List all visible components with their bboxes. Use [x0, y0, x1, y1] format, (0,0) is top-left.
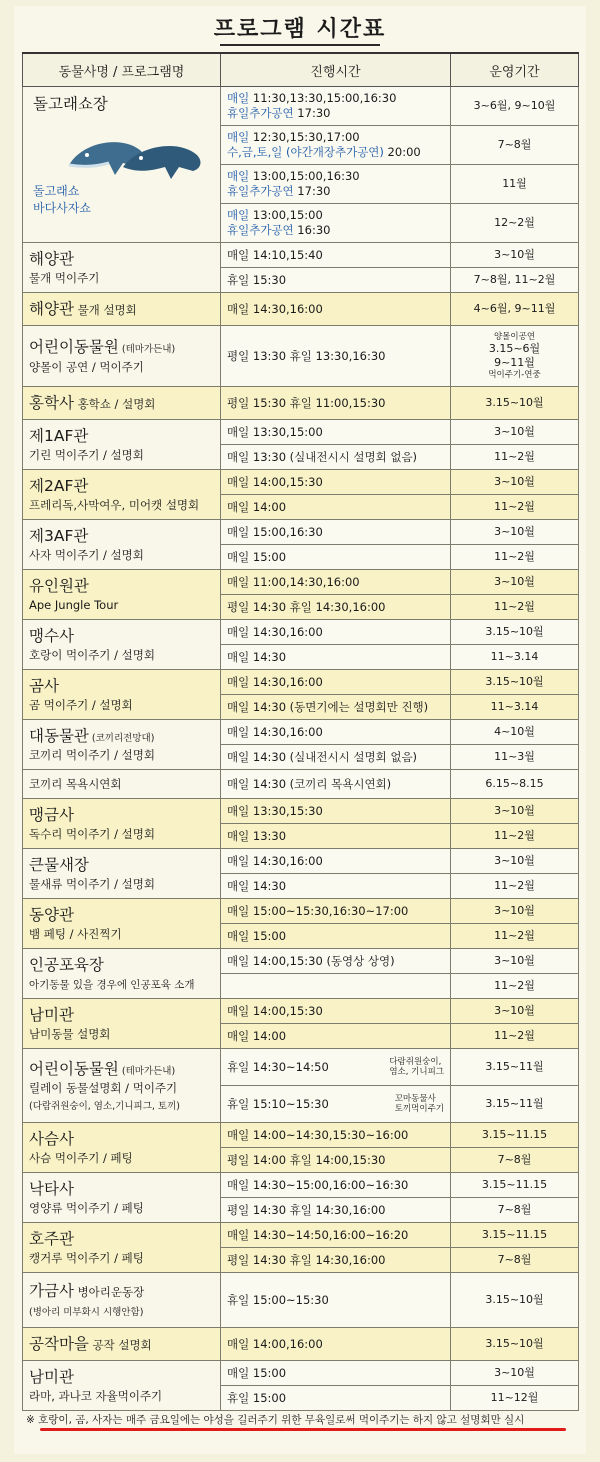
period-cell: 3.15~10월	[451, 670, 579, 695]
table-row	[23, 1328, 579, 1361]
facility-name: 제1AF관	[29, 426, 89, 445]
program-cell	[23, 570, 221, 620]
footnote: ※ 호랑이, 곰, 사자는 매주 금요일에는 야성을 길러주기 위한 무육일로써 먹이주기는 하지 않고 설명회만 실시	[26, 1414, 525, 1426]
header-period: 운영기간	[451, 53, 579, 87]
period-cell: 11~2월	[451, 924, 579, 949]
time-cell: 매일 15:00,16:30	[221, 520, 451, 545]
time-cell: 매일 13:30,15:00	[221, 420, 451, 445]
time-cell	[221, 974, 451, 999]
facility-note: (코끼리전망대)	[88, 732, 155, 744]
program-name: 곰 먹이주기 / 설명회	[29, 698, 133, 713]
time-cell	[221, 1049, 451, 1086]
period-note: 먹이주기-연중	[488, 370, 541, 381]
time-note	[395, 1094, 444, 1114]
time-note-line: 꼬마동물사	[394, 1093, 436, 1104]
table-row	[23, 387, 579, 420]
facility-name: 사슴사	[29, 1129, 74, 1148]
time-label: 휴일추가공연	[227, 106, 294, 120]
program-cell	[23, 620, 221, 670]
table-row	[23, 1273, 579, 1328]
time-note	[389, 1057, 444, 1077]
caption-dolphin-show: 돌고래쇼	[33, 184, 80, 198]
time-label: 매일	[227, 91, 250, 106]
time-value: 13:00,15:00	[249, 208, 323, 223]
period-cell: 11~2월	[451, 1024, 579, 1049]
time-cell: 매일 14:30 (동면기에는 설명회만 진행)	[221, 695, 451, 720]
period-value: 9~11월	[494, 356, 535, 369]
time-value: 16:30	[293, 223, 331, 237]
time-cell: 매일 14:10,15:40	[221, 243, 451, 268]
program-cell	[23, 1049, 221, 1123]
header-time: 진행시간	[221, 53, 451, 87]
period-cell: 3~10월	[451, 849, 579, 874]
program-cell	[23, 520, 221, 570]
table-row	[23, 720, 579, 745]
facility-name: 동양관	[29, 905, 74, 924]
time-cell: 매일 14:30,16:00	[221, 670, 451, 695]
period-cell: 3.15~11.15	[451, 1173, 579, 1198]
facility-name: 낙타사	[29, 1179, 74, 1198]
program-cell	[23, 326, 221, 387]
program-cell	[23, 799, 221, 849]
time-cell: 매일 13:30 (실내전시시 설명회 없음)	[221, 445, 451, 470]
program-name: 코끼리 먹이주기 / 설명회	[29, 748, 155, 763]
time-label: 휴일추가공연	[227, 223, 294, 237]
program-name: 호랑이 먹이주기 / 설명회	[29, 648, 155, 663]
table-row	[23, 326, 579, 387]
program-cell	[23, 1273, 221, 1328]
time-cell: 휴일 15:00~15:30	[221, 1273, 451, 1328]
time-cell: 매일 14:30	[221, 645, 451, 670]
period-cell: 7~8월	[451, 1248, 579, 1273]
facility-name: 제3AF관	[29, 526, 89, 545]
program-name: 사자 먹이주기 / 설명회	[29, 548, 144, 563]
time-cell: 평일 15:30 휴일 11:00,15:30	[221, 387, 451, 420]
period-cell: 11~3.14	[451, 645, 579, 670]
time-value: 13:00,15:00,16:30	[249, 169, 360, 184]
facility-name: 어린이동물원	[29, 1059, 119, 1078]
time-cell: 매일 13:30	[221, 824, 451, 849]
time-cell: 매일 14:00,15:30 (동영상 상영)	[221, 949, 451, 974]
title-underline	[220, 44, 380, 46]
time-label: 매일	[227, 208, 250, 223]
program-cell	[23, 387, 221, 420]
time-label: 수,금,토,일 (야간개장추가공연)	[227, 145, 384, 159]
time-cell	[221, 87, 451, 126]
period-cell: 11~3.14	[451, 695, 579, 720]
program-name: 물새류 먹이주기 / 설명회	[29, 877, 155, 892]
time-value: 20:00	[383, 145, 421, 159]
table-row	[23, 770, 579, 799]
time-label: 매일	[227, 169, 250, 184]
period-cell: 3.15~11월	[451, 1086, 579, 1123]
time-cell: 매일 14:30,16:00	[221, 849, 451, 874]
period-cell: 3.15~10월	[451, 387, 579, 420]
time-value: 12:30,15:30,17:00	[249, 130, 360, 145]
table-row	[23, 849, 579, 874]
period-cell: 3~10월	[451, 420, 579, 445]
time-cell: 매일 14:30,16:00	[221, 720, 451, 745]
program-cell-dolphin	[23, 87, 221, 243]
table-row	[23, 1223, 579, 1248]
facility-name: 남미관	[29, 1005, 74, 1024]
time-cell: 매일 14:00~14:30,15:30~16:00	[221, 1123, 451, 1148]
period-cell: 11~2월	[451, 495, 579, 520]
program-cell	[23, 293, 221, 326]
facility-name: 해양관	[29, 249, 74, 268]
dolphin-caption	[33, 183, 91, 217]
period-cell: 4~6월, 9~11월	[451, 293, 579, 326]
program-cell: 코끼리 목욕시연회	[23, 770, 221, 799]
time-cell: 매일 14:30 (실내전시시 설명회 없음)	[221, 745, 451, 770]
time-cell: 매일 14:00,16:00	[221, 1328, 451, 1361]
period-cell: 3.15~10월	[451, 620, 579, 645]
program-name: 독수리 먹이주기 / 설명회	[29, 827, 155, 842]
period-cell: 7~8월	[451, 1148, 579, 1173]
program-cell	[23, 1123, 221, 1173]
period-cell: 3~10월	[451, 243, 579, 268]
facility-name: 큰물새장	[29, 855, 89, 874]
time-value: 11:30,13:30,15:00,16:30	[249, 91, 397, 106]
program-schedule-table	[22, 52, 579, 1411]
time-value: 17:30	[293, 184, 331, 198]
facility-note: (테마가든내)	[118, 344, 176, 356]
facility-name: 유인원관	[29, 576, 89, 595]
table-row	[23, 670, 579, 695]
period-cell: 11~2월	[451, 445, 579, 470]
facility-name: 남미관	[29, 1367, 74, 1386]
period-cell: 3~10월	[451, 570, 579, 595]
period-cell: 6.15~8.15	[451, 770, 579, 799]
table-row	[23, 999, 579, 1024]
time-cell: 매일 14:30,16:00	[221, 620, 451, 645]
time-cell: 휴일 15:00	[221, 1386, 451, 1411]
period-cell: 3.15~10월	[451, 1273, 579, 1328]
time-value: 17:30	[293, 106, 331, 120]
period-cell: 3.15~11월	[451, 1049, 579, 1086]
table-row	[23, 899, 579, 924]
facility-name: 가금사	[29, 1282, 74, 1301]
time-cell: 휴일 15:30	[221, 268, 451, 293]
period-value: 3.15~6월	[488, 341, 541, 355]
time-cell: 매일 11:00,14:30,16:00	[221, 570, 451, 595]
program-cell	[23, 420, 221, 470]
time-cell: 평일 14:30 휴일 14:30,16:00	[221, 1198, 451, 1223]
time-value: 휴일 14:30~14:50	[227, 1059, 329, 1074]
time-note-line: 다람쥐원숭이,	[389, 1056, 442, 1067]
time-cell: 매일 14:30~14:50,16:00~16:20	[221, 1223, 451, 1248]
time-cell: 평일 13:30 휴일 13:30,16:30	[221, 326, 451, 387]
program-name: 공작 설명회	[88, 1337, 152, 1352]
period-cell: 3~10월	[451, 999, 579, 1024]
caption-sealion-show: 바다사자쇼	[33, 200, 91, 215]
program-name: 릴레이 동물설명회 / 먹이주기	[29, 1081, 178, 1096]
program-name: 병아리운동장	[73, 1285, 145, 1300]
red-underline	[40, 1428, 566, 1431]
period-cell: 11~2월	[451, 874, 579, 899]
program-name: Ape Jungle Tour	[29, 598, 119, 613]
program-name: 사슴 먹이주기 / 페팅	[29, 1151, 133, 1166]
program-name: 아기동물 있을 경우에 인공포육 소개	[29, 979, 195, 992]
table-row	[23, 949, 579, 974]
period-cell: 3.15~11.15	[451, 1223, 579, 1248]
facility-name: 공작마을	[29, 1334, 89, 1353]
period-cell: 7~8월	[451, 1198, 579, 1223]
period-cell	[451, 326, 579, 387]
table-row	[23, 1361, 579, 1386]
header-program: 동물사명 / 프로그램명	[23, 53, 221, 87]
period-cell: 3~10월	[451, 1361, 579, 1386]
facility-name: 맹금사	[29, 805, 74, 824]
period-cell: 3~10월	[451, 799, 579, 824]
facility-name: 대동물관	[29, 726, 89, 745]
period-cell: 3~10월	[451, 949, 579, 974]
program-cell	[23, 1173, 221, 1223]
time-note-line: 토끼먹이주기	[394, 1104, 444, 1114]
time-cell: 매일 14:30,16:00	[221, 293, 451, 326]
facility-name: 호주관	[29, 1229, 74, 1248]
time-cell: 매일 13:30,15:30	[221, 799, 451, 824]
program-cell	[23, 670, 221, 720]
period-cell: 11~12월	[451, 1386, 579, 1411]
period-cell: 3.15~10월	[451, 1328, 579, 1361]
program-name: 뱀 페팅 / 사진찍기	[29, 927, 122, 942]
time-cell	[221, 1086, 451, 1123]
period-cell: 11~3월	[451, 745, 579, 770]
program-cell	[23, 720, 221, 770]
program-name: 영양류 먹이주기 / 페팅	[29, 1201, 144, 1216]
facility-name: 제2AF관	[29, 476, 89, 495]
program-cell	[23, 243, 221, 293]
program-cell	[23, 1328, 221, 1361]
facility-name: 돌고래쇼장	[33, 95, 108, 113]
table-row	[23, 799, 579, 824]
table-row	[23, 243, 579, 268]
period-cell: 11월	[451, 165, 579, 204]
program-note: (다람쥐원숭이, 염소,기니피그, 토끼)	[29, 1100, 180, 1112]
time-cell: 매일 14:00,15:30	[221, 470, 451, 495]
period-cell: 3.15~11.15	[451, 1123, 579, 1148]
period-cell: 3~10월	[451, 899, 579, 924]
program-name: 기린 먹이주기 / 설명회	[29, 448, 144, 463]
table-row	[23, 470, 579, 495]
table-row	[23, 620, 579, 645]
time-cell: 매일 15:00	[221, 924, 451, 949]
program-name: 양몰이 공연 / 먹이주기	[29, 359, 144, 374]
period-note: 양몰이공연	[493, 331, 536, 342]
time-cell: 매일 14:30 (코끼리 목욕시연회)	[221, 770, 451, 799]
period-cell: 7~8월	[451, 126, 579, 165]
program-note: (병아리 미부화시 시행안함)	[29, 1306, 144, 1318]
period-cell: 7~8월, 11~2월	[451, 268, 579, 293]
period-cell: 11~2월	[451, 595, 579, 620]
program-name: 홍학쇼 / 설명회	[73, 396, 156, 411]
table-row	[23, 520, 579, 545]
program-cell	[23, 1223, 221, 1273]
time-cell: 매일 14:00	[221, 495, 451, 520]
time-note-line: 염소, 기니피그	[389, 1067, 444, 1077]
page-title: 프로그램 시간표	[213, 17, 387, 42]
period-cell: 3~10월	[451, 520, 579, 545]
facility-name: 홍학사	[29, 393, 74, 412]
program-cell	[23, 949, 221, 999]
table-row	[23, 87, 579, 126]
time-label: 매일	[227, 130, 250, 145]
time-cell: 매일 14:00	[221, 1024, 451, 1049]
time-cell: 평일 14:00 휴일 14:00,15:30	[221, 1148, 451, 1173]
table-row	[23, 1049, 579, 1086]
time-cell: 매일 14:30~15:00,16:00~16:30	[221, 1173, 451, 1198]
time-value: 휴일 15:10~15:30	[227, 1096, 329, 1111]
period-cell: 3~10월	[451, 470, 579, 495]
period-cell: 3~6월, 9~10월	[451, 87, 579, 126]
time-cell: 평일 14:30 휴일 14:30,16:00	[221, 1248, 451, 1273]
program-cell	[23, 899, 221, 949]
period-cell: 11~2월	[451, 974, 579, 999]
period-cell: 12~2월	[451, 204, 579, 243]
table-row	[23, 570, 579, 595]
time-cell: 매일 15:00	[221, 1361, 451, 1386]
time-cell: 매일 14:00,15:30	[221, 999, 451, 1024]
program-cell	[23, 1361, 221, 1411]
table-row	[23, 1173, 579, 1198]
time-cell: 매일 15:00~15:30,16:30~17:00	[221, 899, 451, 924]
program-cell	[23, 999, 221, 1049]
program-name: 프레리독,사막여우, 미어캣 설명회	[29, 498, 200, 513]
time-cell: 평일 14:30 휴일 14:30,16:00	[221, 595, 451, 620]
table-row	[23, 293, 579, 326]
facility-name: 곰사	[29, 676, 59, 695]
program-name: 라마, 과나코 자율먹이주기	[29, 1389, 163, 1404]
program-name: 남미동물 설명회	[29, 1027, 111, 1042]
facility-note: (테마가든내)	[118, 1065, 176, 1077]
facility-name: 맹수사	[29, 626, 74, 645]
time-cell	[221, 204, 451, 243]
facility-name: 인공포육장	[29, 955, 104, 974]
period-cell: 4~10월	[451, 720, 579, 745]
dolphin-icon	[61, 127, 211, 187]
program-name: 물개 설명회	[73, 302, 137, 317]
period-cell: 11~2월	[451, 824, 579, 849]
facility-name: 어린이동물원	[29, 338, 119, 357]
facility-name: 해양관	[29, 299, 74, 318]
time-cell	[221, 165, 451, 204]
period-cell: 11~2월	[451, 545, 579, 570]
program-cell	[23, 470, 221, 520]
time-cell	[221, 126, 451, 165]
program-name: 캥거루 먹이주기 / 페팅	[29, 1251, 144, 1266]
time-cell: 매일 14:30	[221, 874, 451, 899]
time-label: 휴일추가공연	[227, 184, 294, 198]
program-cell	[23, 849, 221, 899]
table-header-row	[23, 53, 579, 87]
table-row	[23, 420, 579, 445]
table-row	[23, 1123, 579, 1148]
time-cell: 매일 15:00	[221, 545, 451, 570]
program-name: 물개 먹이주기	[29, 271, 100, 286]
